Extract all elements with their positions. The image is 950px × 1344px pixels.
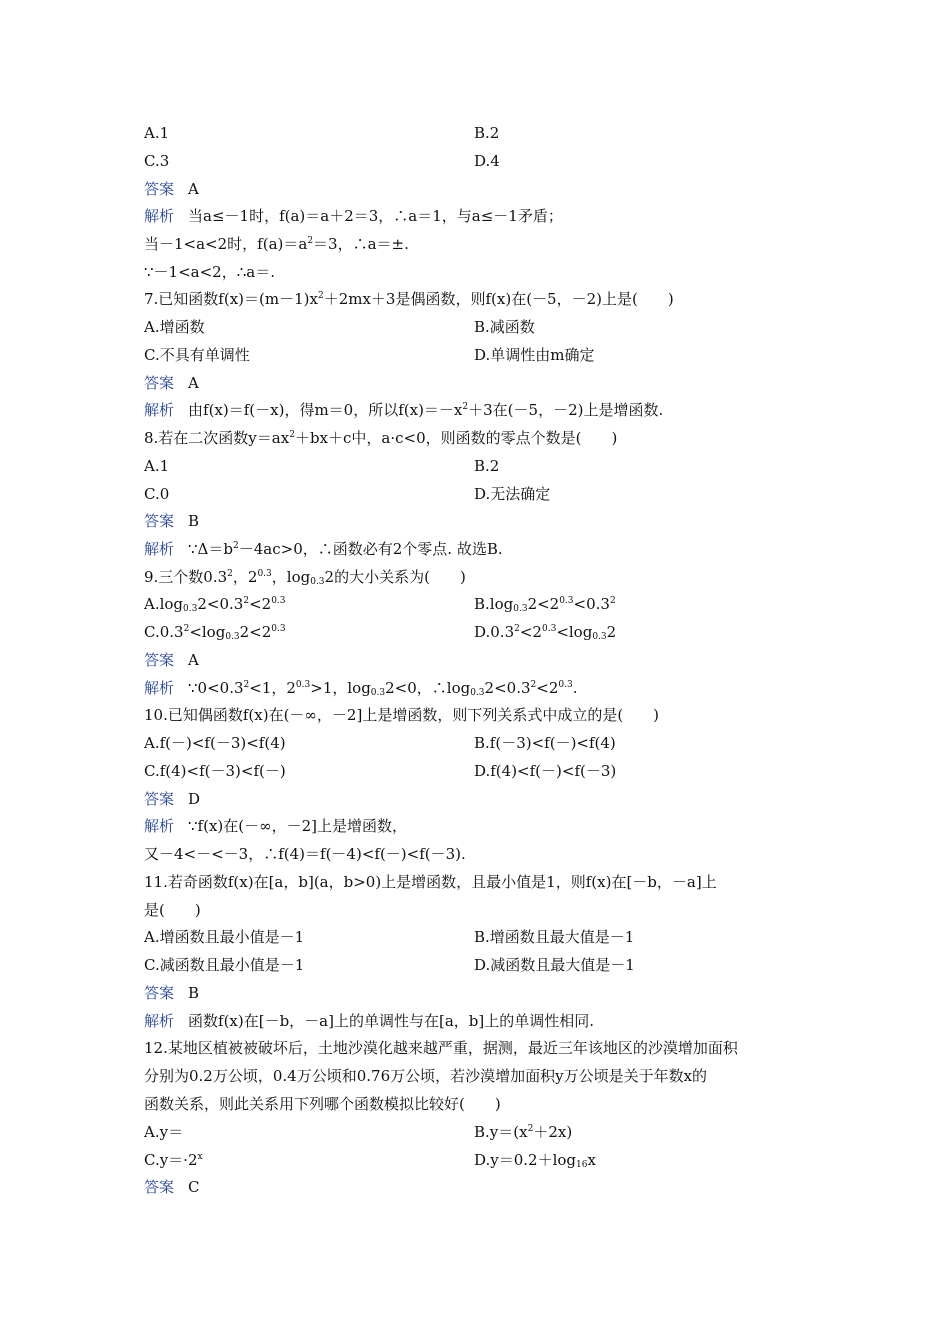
- option-b: B.f(－3)<f(－)<f(4): [474, 734, 616, 752]
- question-text: 7.已知函数f(x)＝(m－1)x: [144, 290, 318, 308]
- answer-label: 答案: [144, 512, 175, 530]
- q9-analysis: 解析 $\because 0<0.3^2<1$，$2^{0.3}>1$，$\log_{0.3}2<0$，$\therefore\log_{0.3}2<0.3^2<2^{0.3}$.: [144, 679, 578, 698]
- option-d: $D.y=0.2+\log_{16}x$: [474, 1151, 596, 1170]
- analysis-label: 解析: [144, 679, 175, 697]
- analysis-text: 当a≤－1时，f(a)＝a＋2＝3，∴a＝1，与a≤－1矛盾；: [188, 207, 563, 225]
- q11-options-row-2: [144, 954, 814, 976]
- option-c: C.f(4)<f(－3)<f(－): [144, 762, 286, 780]
- q7-answer: [144, 372, 814, 394]
- option-b: B.增函数且最大值是－1: [474, 928, 635, 946]
- analysis-label: 解析: [144, 1012, 175, 1030]
- analysis-text: ∵－1<a<2，∴a＝.: [144, 263, 275, 281]
- question-text: ，2: [232, 568, 258, 586]
- option-b: $B.\log_{0.3}2<2^{0.3}<0.3^2$: [474, 595, 616, 614]
- q10-options-row-2: [144, 760, 814, 782]
- q7-options-row-1: [144, 316, 814, 338]
- q7-analysis: [144, 399, 814, 421]
- q11-analysis: [144, 1010, 814, 1032]
- question-text: ＋bx＋c中，a·c<0，则函数的零点个数是( ): [294, 429, 618, 447]
- q12-options-row-2: [144, 1149, 814, 1171]
- answer-value: B: [188, 984, 200, 1002]
- question-text: ，log: [271, 568, 311, 586]
- exponent: 0.3: [257, 569, 272, 579]
- option-d: $D.0.3^2<2^{0.3}<\log_{0.3}2$: [474, 623, 617, 642]
- option-c: $C.y=\cdot 2^x$: [144, 1151, 203, 1169]
- option-b: $B.y=(x^2+2x)$: [474, 1123, 573, 1141]
- option-b: B.减函数: [474, 318, 535, 336]
- q8-options-row-2: [144, 483, 814, 505]
- q7-options-row-2: [144, 344, 814, 366]
- exponent: 2: [227, 569, 233, 579]
- question-text: 12.某地区植被被破坏后，土地沙漠化越来越严重，据测，最近三年该地区的沙漠增加面积: [144, 1039, 738, 1057]
- option-a: $A.\log_{0.3}2<0.3^2<2^{0.3}$: [144, 595, 286, 614]
- option-d: D.单调性由m确定: [474, 346, 595, 364]
- exponent: 2: [289, 430, 295, 440]
- analysis-text: 又－4<－<－3，∴f(4)＝f(－4)<f(－)<f(－3).: [144, 845, 466, 863]
- q6-analysis-line-1: [144, 205, 814, 227]
- option-c: C.不具有单调性: [144, 346, 250, 364]
- answer-label: 答案: [144, 1178, 175, 1196]
- analysis-label: 解析: [144, 401, 175, 419]
- q9-options-row-2: [144, 621, 814, 643]
- q9-stem: [144, 566, 814, 588]
- option-a: A.1: [144, 457, 170, 475]
- answer-value: D: [188, 790, 201, 808]
- option-a: A.f(－)<f(－3)<f(4): [144, 734, 286, 752]
- q7-stem: [144, 288, 814, 310]
- q11-stem-line-1: [144, 871, 814, 893]
- q12-answer: [144, 1176, 814, 1198]
- q10-answer: [144, 788, 814, 810]
- q10-stem: [144, 704, 814, 726]
- q12-stem-line-3: [144, 1093, 814, 1115]
- option-c: C.3: [144, 152, 170, 170]
- exponent: 2: [317, 291, 324, 301]
- q9-options-row-1: [144, 593, 814, 615]
- answer-value: A: [188, 651, 199, 669]
- answer-value: B: [188, 512, 200, 530]
- exponent: 2: [462, 402, 469, 412]
- question-text: 8.若在二次函数y＝ax: [144, 429, 290, 447]
- q10-analysis-line-2: [144, 843, 814, 865]
- q6-analysis-line-2: [144, 233, 814, 255]
- q10-analysis-line-1: [144, 815, 814, 837]
- exponent: 2: [307, 236, 314, 246]
- answer-label: 答案: [144, 790, 175, 808]
- option-a: A.y＝: [144, 1123, 184, 1141]
- q11-stem-line-2: [144, 899, 814, 921]
- q11-options-row-1: [144, 926, 814, 948]
- q6-options-row-1: [144, 122, 814, 144]
- analysis-text: 函数f(x)在[－b，－a]上的单调性与在[a，b]上的单调性相同.: [188, 1012, 594, 1030]
- analysis-text: 由f(x)＝f(－x)，得m＝0，所以f(x)＝－x: [188, 401, 463, 419]
- answer-value: A: [188, 180, 199, 198]
- question-text: 11.若奇函数f(x)在[a，b](a，b>0)上是增函数，且最小值是1，则f(x)在[－b，－a]上: [144, 873, 717, 891]
- q12-stem-line-2: [144, 1065, 814, 1087]
- analysis-label: 解析: [144, 207, 175, 225]
- exponent: 2: [233, 541, 239, 551]
- option-a: A.增函数: [144, 318, 205, 336]
- option-b: B.2: [474, 124, 500, 142]
- q6-analysis-line-3: [144, 261, 814, 283]
- analysis-text: ∵Δ＝b: [188, 540, 233, 558]
- q8-analysis: [144, 538, 814, 560]
- option-c: $C.0.3^2<\log_{0.3}2<2^{0.3}$: [144, 623, 286, 642]
- q9-answer: [144, 649, 814, 671]
- question-text: 分别为0.2万公顷，0.4万公顷和0.76万公顷，若沙漠增加面积y万公顷是关于年数x的: [144, 1067, 708, 1085]
- option-b: B.2: [474, 457, 500, 475]
- q6-options-row-2: [144, 150, 814, 172]
- question-text: 2的大小关系为( ): [324, 568, 466, 586]
- analysis-text: 当－1<a<2时，f(a)＝a: [144, 235, 308, 253]
- question-text: 函数关系，则此关系用下列哪个函数模拟比较好( ): [144, 1095, 501, 1113]
- question-text: 10.已知偶函数f(x)在(－∞，－2]上是增函数，则下列关系式中成立的是( ): [144, 706, 660, 724]
- option-a: A.增函数且最小值是－1: [144, 928, 305, 946]
- analysis-label: 解析: [144, 817, 175, 835]
- answer-label: 答案: [144, 651, 175, 669]
- q8-answer: [144, 510, 814, 532]
- q11-answer: [144, 982, 814, 1004]
- analysis-label: 解析: [144, 540, 175, 558]
- option-c: C.0: [144, 485, 170, 503]
- q8-options-row-1: [144, 455, 814, 477]
- analysis-text: ∵f(x)在(－∞，－2]上是增函数，: [188, 817, 408, 835]
- option-d: D.减函数且最大值是－1: [474, 956, 635, 974]
- option-c: C.减函数且最小值是－1: [144, 956, 305, 974]
- analysis-text: ＋3在(－5，－2)上是增函数.: [468, 401, 664, 419]
- option-d: D.无法确定: [474, 485, 551, 503]
- q12-options-row-1: [144, 1121, 814, 1143]
- answer-label: 答案: [144, 984, 175, 1002]
- q8-stem: [144, 427, 814, 449]
- analysis-text: ＝3，∴a＝±.: [313, 235, 409, 253]
- option-d: D.f(4)<f(－)<f(－3): [474, 762, 617, 780]
- question-text: ＋2mx＋3是偶函数，则f(x)在(－5，－2)上是( ): [323, 290, 674, 308]
- answer-value: A: [188, 374, 199, 392]
- answer-label: 答案: [144, 374, 175, 392]
- question-text: 9.三个数0.3: [144, 568, 228, 586]
- log-base: 0.3: [310, 577, 325, 587]
- question-text: 是( ): [144, 901, 201, 919]
- option-a: A.1: [144, 124, 170, 142]
- answer-label: 答案: [144, 180, 175, 198]
- option-d: D.4: [474, 152, 500, 170]
- q12-stem-line-1: [144, 1037, 814, 1059]
- analysis-text: －4ac>0，∴函数必有2个零点. 故选B.: [238, 540, 503, 558]
- q10-options-row-1: [144, 732, 814, 754]
- answer-value: C: [188, 1178, 200, 1196]
- q6-answer: [144, 178, 814, 200]
